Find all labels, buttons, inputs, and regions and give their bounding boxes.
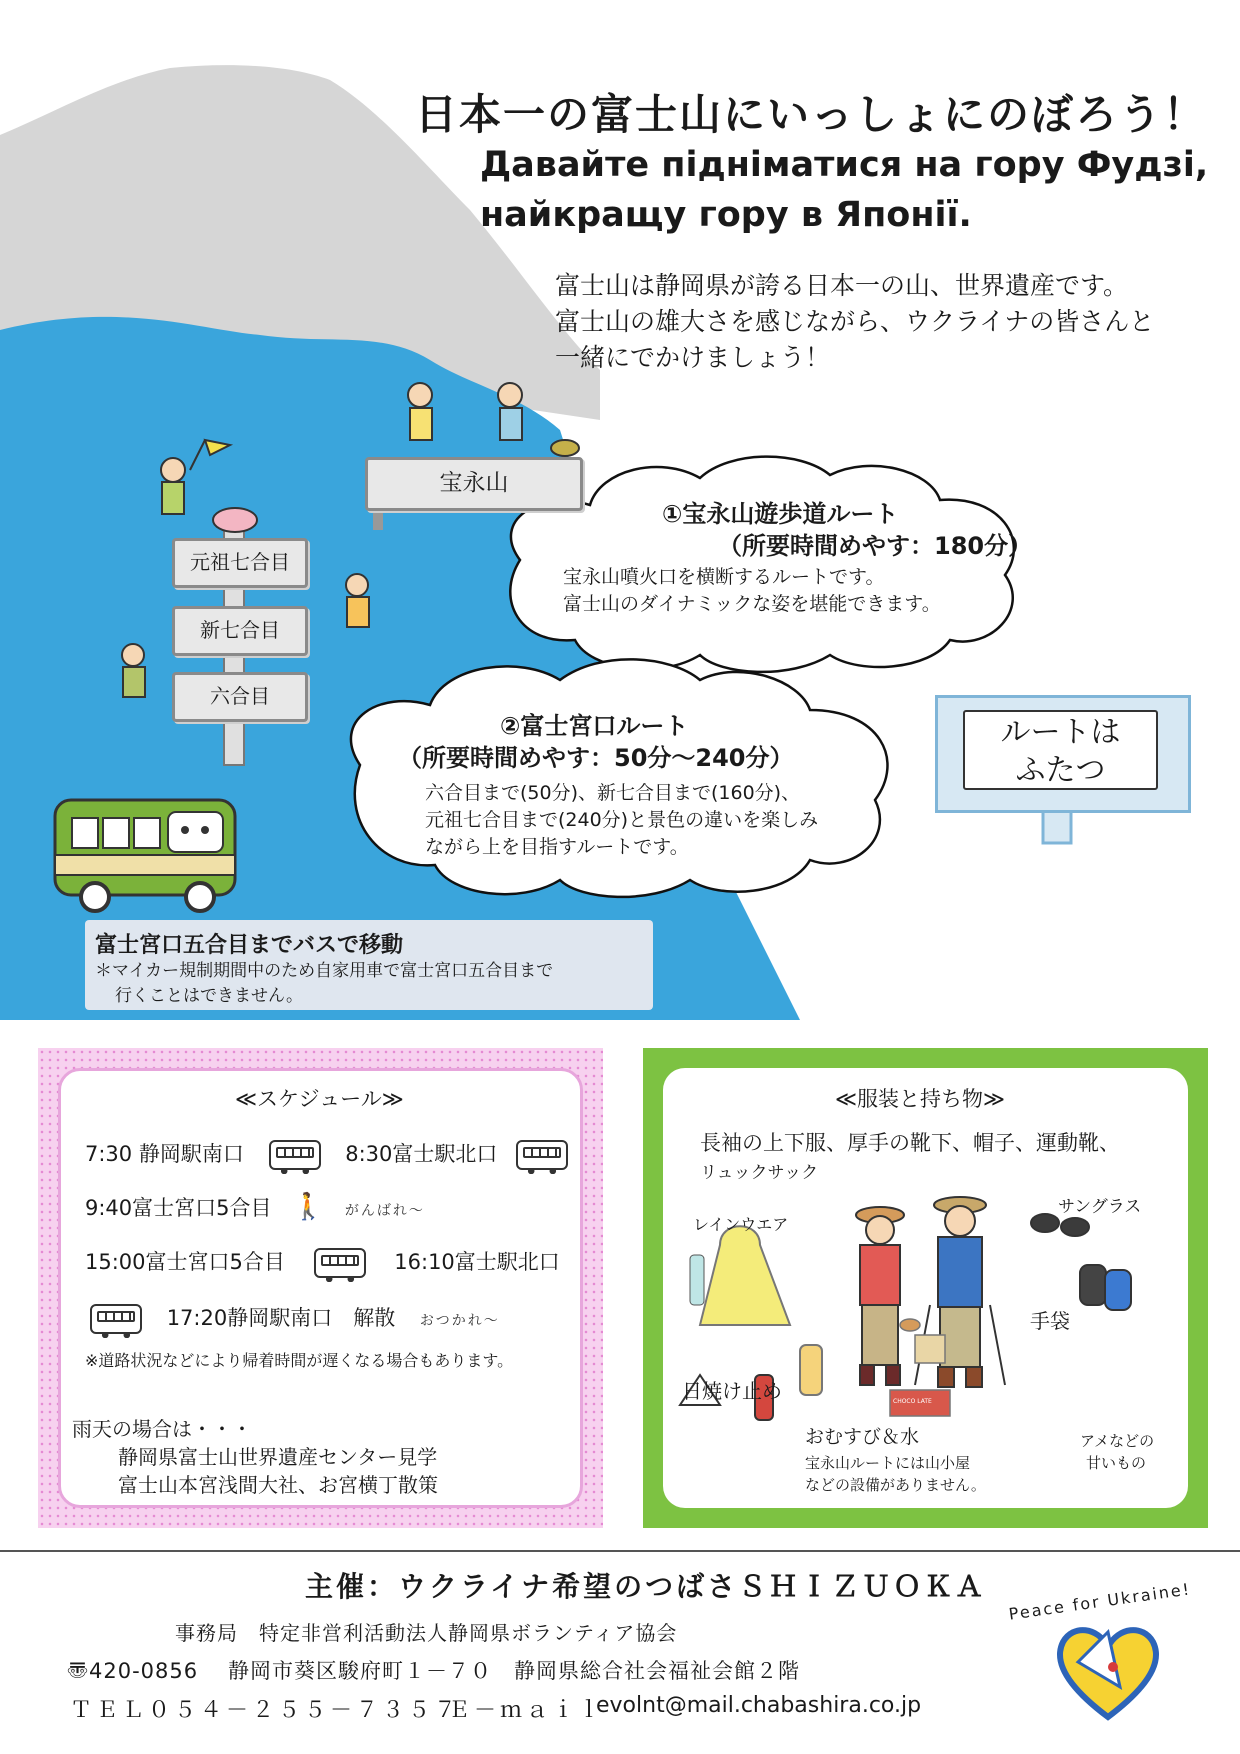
schedule-5th-station-depart: 15:00富士宮口5合目: [85, 1250, 285, 1274]
bus-note-line-1: ＊マイカー規制期間中のため自家用車で富士宮口五合目まで: [95, 961, 554, 981]
route1-time: （所要時間めやす：180分）: [718, 532, 1033, 560]
intro-line-1: 富士山は静岡県が誇る日本一の山、世界遺産です。: [555, 271, 1129, 300]
sign-shin-7: 新七合目: [172, 606, 308, 656]
route1-title: ①宝永山遊歩道ルート: [662, 500, 899, 528]
schedule-depart-shizuoka: 7:30 静岡駅南口: [85, 1142, 244, 1166]
schedule-5th-station-arrive: 9:40富士宮口5合目: [85, 1196, 272, 1220]
footer-divider: [0, 1550, 1240, 1552]
peace-for-ukraine-logo: [1007, 1579, 1208, 1722]
food-note-line-1: 宝永山ルートには山小屋: [805, 1454, 971, 1472]
intro-line-2: 富士山の雄大さを感じながら、ウクライナの皆さんと: [555, 307, 1155, 336]
route1-block: [662, 494, 898, 529]
water-bottle-icon: [690, 1255, 704, 1305]
email-label: Ｅ－ｍａｉｌ: [448, 1698, 605, 1723]
bus-icon: [314, 1248, 366, 1278]
schedule-return-dismiss: 17:20静岡駅南口 解散: [166, 1306, 396, 1330]
belongings-heading: ≪服装と持ち物≫: [835, 1087, 1005, 1111]
sunscreen-icon: [800, 1345, 822, 1395]
two-routes-line-2: ふたつ: [1015, 753, 1106, 788]
clothing-line-1: 長袖の上下服、厚手の靴下、帽子、運動靴、: [700, 1131, 1120, 1155]
bus-note-title: 富士宮口五合目までバスで移動: [95, 933, 404, 958]
route2-desc-line-2: 元祖七合目まで(240分)と景色の違いを楽しみ: [425, 809, 819, 831]
rain-plan-line-1: 静岡県富士山世界遺産センター見学: [118, 1445, 438, 1469]
gloves-icon: [1080, 1265, 1131, 1310]
food-note: [805, 1452, 986, 1496]
sign-ganso-7: 元祖七合目: [172, 538, 308, 588]
route1-desc-line-1: 宝永山噴火口を横断するルートです。: [563, 566, 885, 588]
food-label: おむすび＆水: [805, 1426, 920, 1448]
two-routes-sign: [935, 695, 1191, 813]
organizer: 主催：ウクライナ希望のつばさＳＨＩＺＵＯＫＡ: [305, 1570, 987, 1603]
subtitle-line-1: Давайте підніматися на гору Фудзі,: [480, 145, 1209, 185]
cheer-text: がんばれ～: [344, 1203, 425, 1219]
telephone: ＴＥＬ０５４－２５５－７３５７: [70, 1698, 461, 1723]
route2-title: ②富士宮口ルート: [500, 712, 689, 740]
schedule-row-2: [85, 1192, 425, 1222]
route1-desc-line-2: 富士山のダイナミックな姿を堪能できます。: [563, 593, 941, 615]
two-routes-line-1: ルートは: [1000, 715, 1121, 750]
postal-code: 〠420-0856: [67, 1659, 199, 1683]
bus-note-line-2: 行くことはできません。: [115, 986, 304, 1006]
bus-illustration: [55, 800, 235, 911]
rain-plan-line-2: 富士山本宮浅間大社、お宮横丁散策: [118, 1473, 438, 1497]
schedule-row-1: [85, 1138, 568, 1170]
bus-note: [85, 920, 653, 1010]
gloves-label: 手袋: [1030, 1309, 1070, 1333]
schedule-fuji-station: 8:30富士駅北口: [345, 1142, 498, 1166]
page-subtitle-ukrainian: [480, 140, 1208, 240]
hikers-icon: 🚶: [292, 1192, 325, 1222]
sweets-label: [1080, 1430, 1154, 1474]
sunscreen-label: 日焼け止め: [682, 1379, 782, 1403]
bus-icon: [90, 1304, 142, 1334]
subtitle-line-2: найкращу гору в Японії.: [480, 195, 972, 235]
food-note-line-2: などの設備がありません。: [805, 1476, 986, 1494]
rainwear-label: レインウエア: [693, 1215, 789, 1234]
summit-sign: 宝永山: [365, 457, 583, 511]
email-link[interactable]: evolnt@mail.chabashira.co.jp: [596, 1693, 922, 1718]
address: 静岡市葵区駿府町１－７０ 静岡県総合社会福祉会館２階: [228, 1659, 800, 1683]
page-title: 日本一の富士山にいっしょにのぼろう！: [415, 90, 1208, 139]
sunglasses-icon: [1031, 1214, 1089, 1236]
raincoat-icon: [700, 1226, 790, 1325]
route2-desc-line-3: ながら上を目指すルートです。: [425, 836, 689, 858]
chocolate-label: CHOCO LATE: [893, 1398, 932, 1405]
rain-plan: [72, 1415, 438, 1499]
bus-icon: [269, 1140, 321, 1170]
schedule-row-3: [85, 1246, 560, 1278]
bus-icon: [516, 1140, 568, 1170]
schedule-note: ※道路状況などにより帰着時間が遅くなる場合もあります。: [85, 1351, 514, 1370]
rain-label: 雨天の場合は・・・: [72, 1417, 252, 1441]
route2-description: [425, 780, 818, 861]
farewell-text: おつかれ～: [419, 1313, 500, 1329]
route2-time: （所要時間めやす：50分～240分）: [398, 744, 794, 772]
schedule-heading: ≪スケジュール≫: [235, 1087, 404, 1111]
route1-description: [563, 564, 941, 618]
route2-desc-line-1: 六合目まで(50分)、新七合目まで(160分)、: [425, 782, 801, 804]
schedule-fuji-station-return: 16:10富士駅北口: [394, 1250, 560, 1274]
clothing-list: [700, 1128, 1120, 1188]
logo-text: Peace for Ukraine!: [1007, 1579, 1193, 1624]
clothing-line-2: リュックサック: [700, 1163, 819, 1183]
office: 事務局 特定非営利活動法人静岡県ボランティア協会: [175, 1621, 678, 1645]
schedule-row-4: [90, 1302, 500, 1334]
sunglasses-label: サングラス: [1058, 1197, 1142, 1217]
sweets-line-1: アメなどの: [1080, 1432, 1155, 1450]
intro-text: [555, 268, 1154, 376]
sweets-line-2: 甘いもの: [1086, 1454, 1147, 1472]
intro-line-3: 一緒にでかけましょう！: [555, 343, 831, 372]
two-routes-sign-board: [963, 710, 1158, 790]
sign-6th-station: 六合目: [172, 672, 308, 722]
